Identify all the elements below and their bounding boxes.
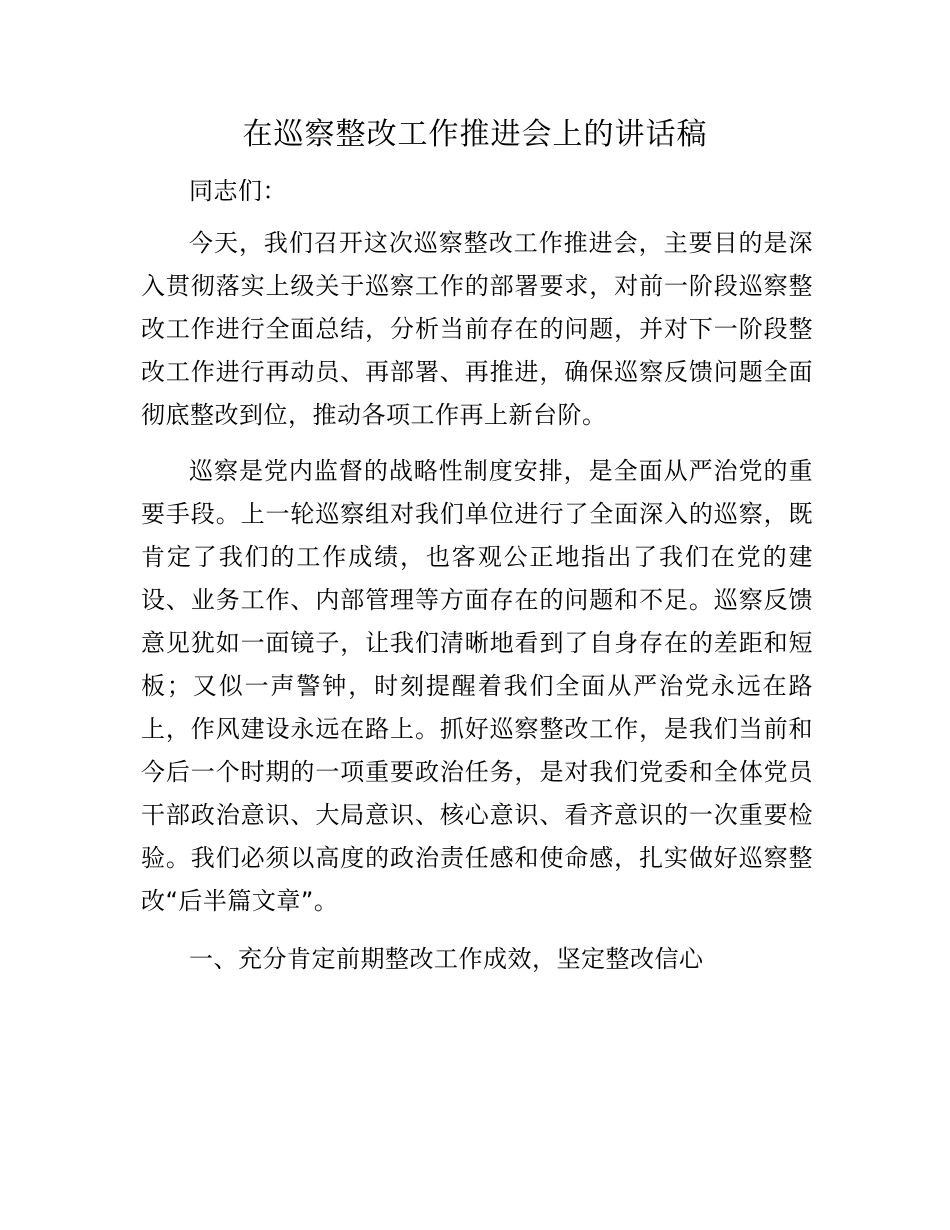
paragraph-inspection-significance: 巡察是党内监督的战略性制度安排，是全面从严治党的重要手段。上一轮巡察组对我们单位进行了全面深入的巡察，既肯定了我们的工作成绩，也客观公正地指出了我们在党的建设、业务工作、内部管理等方面存在的问题和不足。巡察反馈意见犹如一面镜子，让我们清晰地看到了自身存在的差距和短板；又似一声警钟，时刻提醒着我们全面从严治党永远在路上，作风建设永远在路上。抓好巡察整改工作，是我们当前和今后一个时期的一项重要政治任务，是对我们党委和全体党员干部政治意识、大局意识、核心意识、看齐意识的一次重要检验。我们必须以高度的政治责任感和使命感，扎实做好巡察整改“后半篇文章”。 — [141, 457, 813, 915]
section-heading-1: 一、充分肯定前期整改工作成效，坚定整改信心 — [189, 945, 704, 973]
document-title: 在巡察整改工作推进会上的讲话稿 — [242, 117, 708, 152]
paragraph-opening: 今天，我们召开这次巡察整改工作推进会，主要目的是深入贯彻落实上级关于巡察工作的部署要求，对前一阶段巡察整改工作进行全面总结，分析当前存在的问题，并对下一阶段整改工作进行再动员、再部署、再推进，确保巡察反馈问题全面彻底整改到位，推动各项工作再上新台阶。 — [141, 229, 813, 429]
salutation: 同志们： — [189, 177, 287, 205]
